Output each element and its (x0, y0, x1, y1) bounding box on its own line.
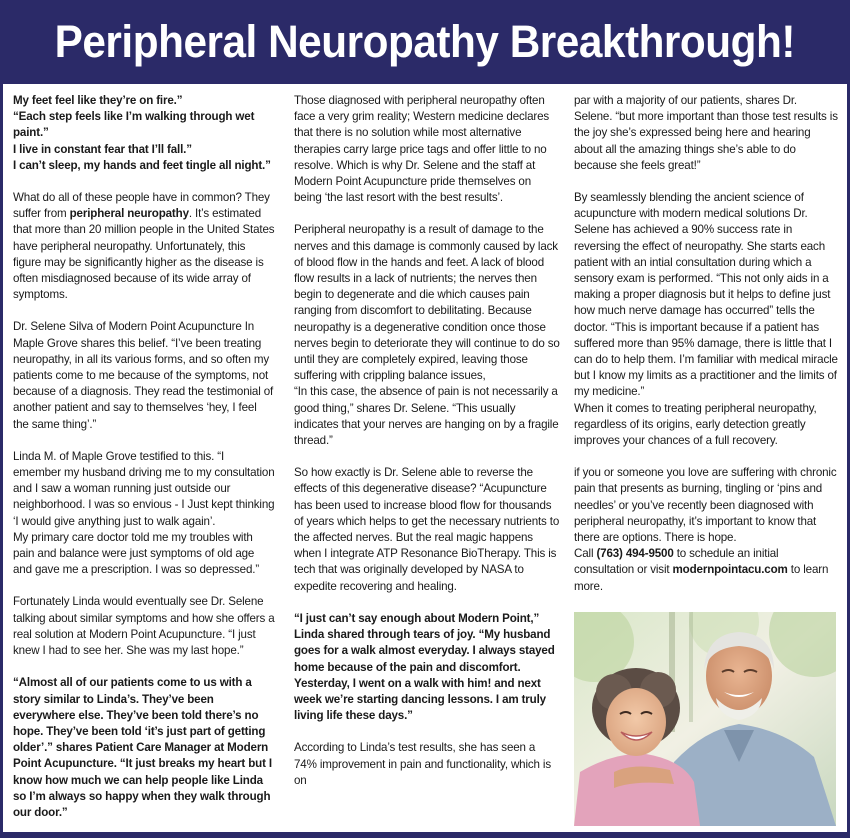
phone-number[interactable]: (763) 494-9500 (596, 547, 674, 561)
couple-photo (574, 612, 836, 826)
headline-banner (0, 0, 850, 84)
paragraph: When it comes to treating peripheral neuropathy, regardless of its origins, early detection greatly improves your chances of a full recovery. (574, 401, 817, 448)
testimonial-bold: “Almost all of our patients come to us with a story similar to Linda’s. They’ve been everywhere else. They’ve been told there’s no hope. They’ve been told ‘it’s just part of getting older’.” shares Patient Care Manager at Modern Point Acupuncture. “It just breaks my heart but I know how much we can help people like Linda so I’m always so happy when they walk through our door.” (13, 676, 272, 819)
paragraph: What do all of these people have in common? They suffer from peripheral neuropathy. It’s estimated that more than 20 million people in the United States have peripheral neuropathy. Unfortunately, this figure may be significantly higher as the disease is often misdiagnosed because of its wide array of symptoms. (13, 191, 275, 302)
paragraph: According to Linda’s test results, she has seen a 74% improvement in pain and functionality, which is on (294, 741, 551, 787)
paragraph: Linda M. of Maple Grove testified to this. “I emember my husband driving me to my consultation and I saw a woman running just outside our neighborhood. I was so envious - I Just kept thinking ‘I would give anything just to walk again’. (13, 449, 275, 528)
keyword-bold: peripheral neuropathy (69, 207, 189, 221)
headline: Peripheral Neuropathy Breakthrough! (54, 16, 796, 67)
patient-quotes: My feet feel like they’re on fire.” “Each step feels like I’m walking through wet paint.” I live in constant fear that I’ll fall.” I can’t sleep, my hands and feet tingle all night.” (13, 94, 271, 172)
website-link[interactable]: modernpointacu.com (672, 563, 788, 577)
column-3 (574, 93, 838, 611)
column-2 (294, 93, 560, 805)
paragraph: Dr. Selene Silva of Modern Point Acupuncture In Maple Grove shares this belief. “I’ve been treating neuropathy, in all its various forms, and so often my patients come to me because of the symptoms, not because of a diagnosis. They read the testimonial of another patient and say to themselves ‘hey, I feel the same thing’.” (13, 320, 274, 431)
paragraph: Those diagnosed with peripheral neuropathy often face a very grim reality; Western medicine declares that there is no solution while most alternative therapies carry large price tags and offer little to no resolve. Which is why Dr. Selene and the staff at Modern Point Acupuncture pride themselves on being ‘the last resort with the best results’. (294, 94, 550, 205)
paragraph: par with a majority of our patients, shares Dr. Selene. “but more important than those test results is the joy she’s expressed being here and hearing about all the amazing things she’s able to do because she feels great!” (574, 94, 838, 172)
call-to-action: Call (763) 494-9500 to schedule an initial consultation or visit modernpointacu.com to learn more. (574, 547, 829, 593)
paragraph: My primary care doctor told me my troubles with pain and balance were just symptoms of old age and gave me a prescription. I was so depressed.” (13, 530, 260, 577)
paragraph: if you or someone you love are suffering with chronic pain that presents as burning, tingling or ‘pins and needles’ or you’ve recently been diagnosed with peripheral neuropathy, it’s important to know that there are options. There is hope. (574, 466, 837, 545)
paragraph: So how exactly is Dr. Selene able to reverse the effects of this degenerative disease? “Acupuncture has been used to increase blood flow for thousands of years which helps to get the necessary nutrients to the affected nerves. But the real magic happens when I integrate ATP Resonance BioTherapy. This is tech that was originally developed by NASA to expedite recovering and healing. (294, 466, 560, 593)
column-1 (13, 93, 275, 837)
testimonial-bold: “I just can’t say enough about Modern Point,” Linda shared through tears of joy. “My husband goes for a walk almost everyday. I always stayed home because of the pain and discomfort. Yesterday, I went on a walk with him! and next week we’re starting dancing lessons. I am truly living life these days.” (294, 611, 555, 723)
paragraph: Fortunately Linda would eventually see Dr. Selene talking about similar symptoms and how she offers a real solution at Modern Point Acupuncture. “I just knew I had to see her. She was my last hope.” (13, 595, 275, 658)
paragraph: “In this case, the absence of pain is not necessarily a good thing,” shares Dr. Selene. “This usually indicates that your nerves are hanging on by a fragile thread.” (294, 385, 559, 448)
paragraph: By seamlessly blending the ancient science of acupuncture with modern medical solutions Dr. Selene has achieved a 90% success rate in reversing the effect of neuropathy. She starts each patient with an intial consultation during which a sensory exam is performed. “This not only aids in a making a proper diagnosis but it helps to define just how much nerve damage has occurred” tells the doctor. “This is important because if a patient has suffered more than 95% damage, there is little that I can do to help them. I’m familiar with medical miracle but I know my limits as a practitioner and the limits of my medicine.” (574, 191, 838, 399)
paragraph: Peripheral neuropathy is a result of damage to the nerves and this damage is commonly caused by lack of blood flow in the hands and feet. A lack of blood flow results in a lack of nutrients; the nerves then begin to degenerate and die which causes pain ranging from discomfort to debilitating. Because neuropathy is a degenerative condition once those nerves begin to deteriorate they will continue to do so until they are completely expired, leaving those suffering with crippling balance issues, (294, 223, 560, 383)
